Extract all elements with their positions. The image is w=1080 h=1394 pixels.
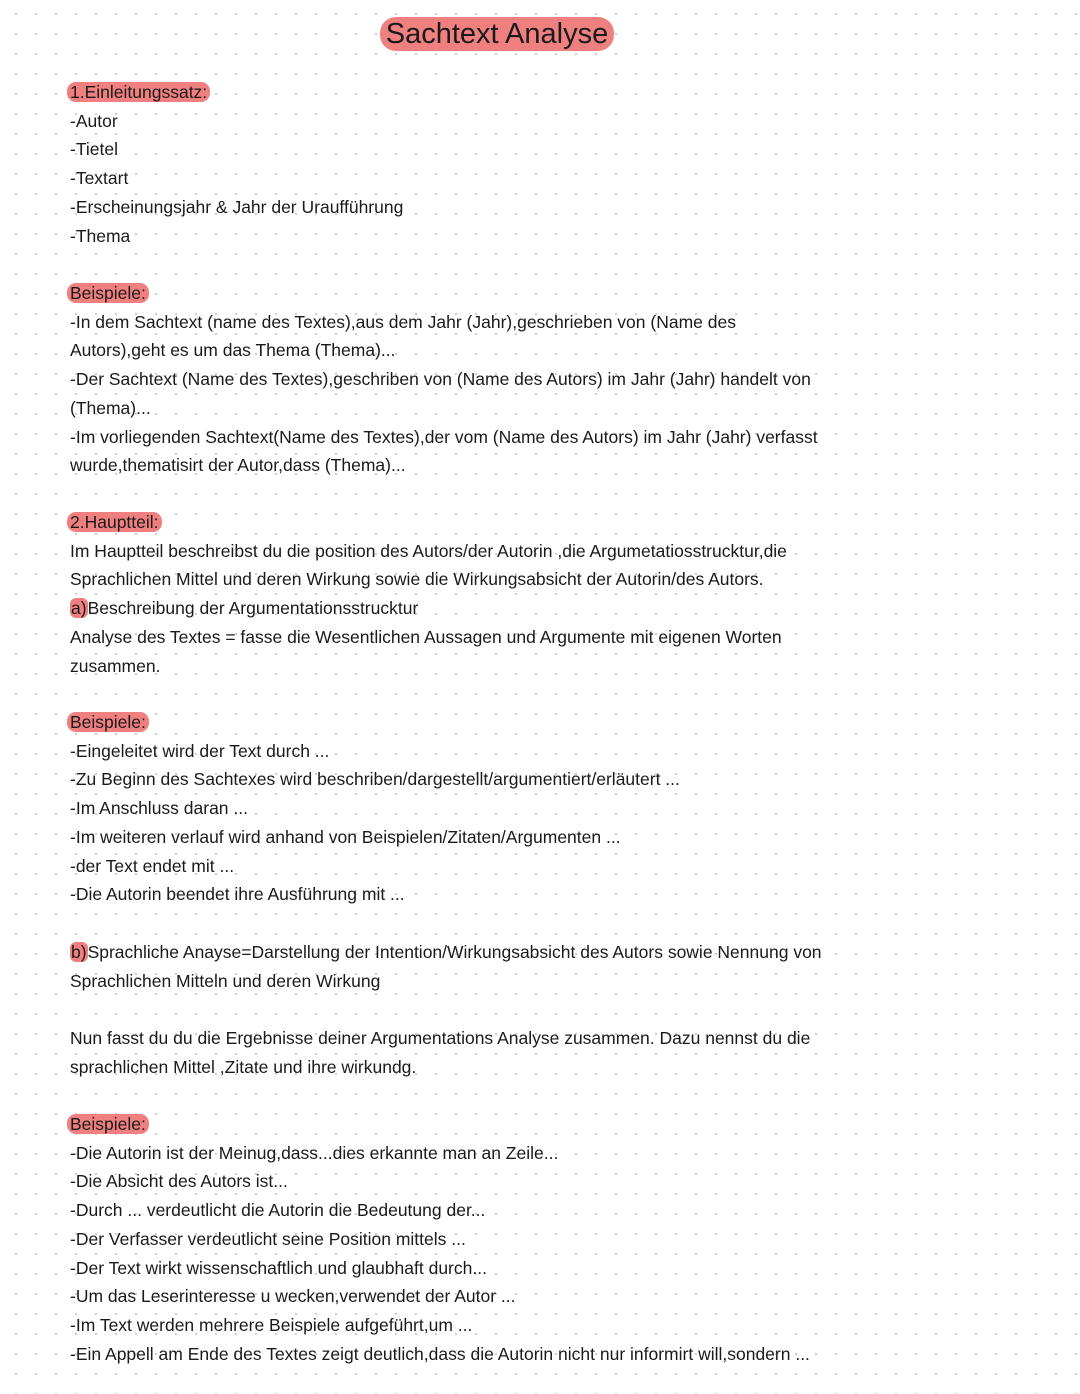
section-zusammenfassung xyxy=(70,1024,920,1081)
text-line: Im Hauptteil beschreibst du die position des Autors/der Autorin ,die Argumetatiosstrucktur,die xyxy=(70,540,787,561)
letter-b: b) xyxy=(71,942,87,962)
list-item: -Thema xyxy=(70,225,131,246)
text-line: Nun fasst du du die Ergebnisse deiner Argumentations Analyse zusammen. Dazu nennst du die xyxy=(70,1028,811,1048)
text-line: -Durch ... verdeutlicht die Autorin die Bedeutung der... xyxy=(70,1200,486,1221)
section-heading-einleitung: 1.Einleitungssatz: xyxy=(70,78,920,107)
subheading-b: b)Sprachliche Anayse=Darstellung der Intention/Wirkungsabsicht des Autors sowie Nennung von xyxy=(71,942,822,962)
subheading-a: a)Beschreibung der Argumentationsstrucktur xyxy=(71,598,419,619)
text-line: -Um das Leserinteresse u wecken,verwendet der Autor ... xyxy=(70,1286,516,1307)
text-line: -Im Text werden mehrere Beispiele aufgeführt,um ... xyxy=(70,1314,473,1335)
section-heading-beispiele-1: Beispiele: xyxy=(70,279,920,308)
text-line: Analyse des Textes = fasse die Wesentlichen Aussagen und Argumente mit eigenen Worten xyxy=(70,626,782,647)
text-line: -Der Sachtext (Name des Textes),geschriben von (Name des Autors) im Jahr (Jahr) handelt von xyxy=(70,369,811,390)
text-line: zusammen. xyxy=(70,655,161,676)
text-line: -Zu Beginn des Sachtexes wird beschriben/dargestellt/argumentiert/erläutert ... xyxy=(70,769,680,790)
text-line: -Ein Appell am Ende des Textes zeigt deutlich,dass die Autorin nicht nur informirt will,sondern ... xyxy=(70,1343,810,1364)
text-line: Sprachlichen Mitteln und deren Wirkung xyxy=(70,970,381,991)
section-hauptteil xyxy=(70,508,920,680)
list-item: -Tietel xyxy=(70,139,118,160)
section-beispiele-1 xyxy=(70,279,920,480)
page-title: Sachtext Analyse xyxy=(380,17,614,51)
text-line: Autors),geht es um das Thema (Thema)... xyxy=(70,340,396,361)
text-line: wurde,thematisirt der Autor,dass (Thema)... xyxy=(70,455,406,476)
text-line: -Der Verfasser verdeutlicht seine Position mittels ... xyxy=(70,1228,466,1249)
text-line: -Die Autorin beendet ihre Ausführung mit ... xyxy=(70,884,405,905)
text-line: -Die Absicht des Autors ist... xyxy=(70,1171,288,1192)
list-item: -Autor xyxy=(70,110,118,131)
section-beispiele-2 xyxy=(70,708,920,909)
list-item: -Textart xyxy=(70,168,129,189)
letter-a: a) xyxy=(71,598,87,619)
section-sprachliche-analyse xyxy=(70,938,920,995)
title-wrap xyxy=(0,17,994,51)
section-heading-hauptteil: 2.Hauptteil: xyxy=(70,508,920,537)
text-line: (Thema)... xyxy=(70,397,151,418)
text-line: -Eingeleitet wird der Text durch ... xyxy=(70,740,330,761)
text-line: -Im weiteren verlauf wird anhand von Beispielen/Zitaten/Argumenten ... xyxy=(70,826,621,847)
text-line: -In dem Sachtext (name des Textes),aus dem Jahr (Jahr),geschrieben von (Name des xyxy=(70,311,736,332)
section-heading-beispiele-3: Beispiele: xyxy=(70,1110,920,1139)
text-line: -Der Text wirkt wissenschaftlich und glaubhaft durch... xyxy=(70,1257,487,1278)
section-beispiele-3 xyxy=(70,1110,920,1368)
text-line: -Im Anschluss daran ... xyxy=(70,798,248,819)
section-heading-beispiele-2: Beispiele: xyxy=(70,708,920,737)
text-line: Sprachlichen Mittel und deren Wirkung sowie die Wirkungsabsicht der Autorin/des Autors. xyxy=(70,569,764,590)
section-einleitung xyxy=(70,78,920,250)
list-item: -Erscheinungsjahr & Jahr der Uraufführung xyxy=(70,196,404,217)
text-line: -Im vorliegenden Sachtext(Name des Textes),der vom (Name des Autors) im Jahr (Jahr) verfasst xyxy=(70,426,818,447)
text-line: sprachlichen Mittel ,Zitate und ihre wirkundg. xyxy=(70,1056,417,1077)
text-line: -der Text endet mit ... xyxy=(70,855,235,876)
text-line: -Die Autorin ist der Meinug,dass...dies erkannte man an Zeile... xyxy=(70,1142,559,1163)
